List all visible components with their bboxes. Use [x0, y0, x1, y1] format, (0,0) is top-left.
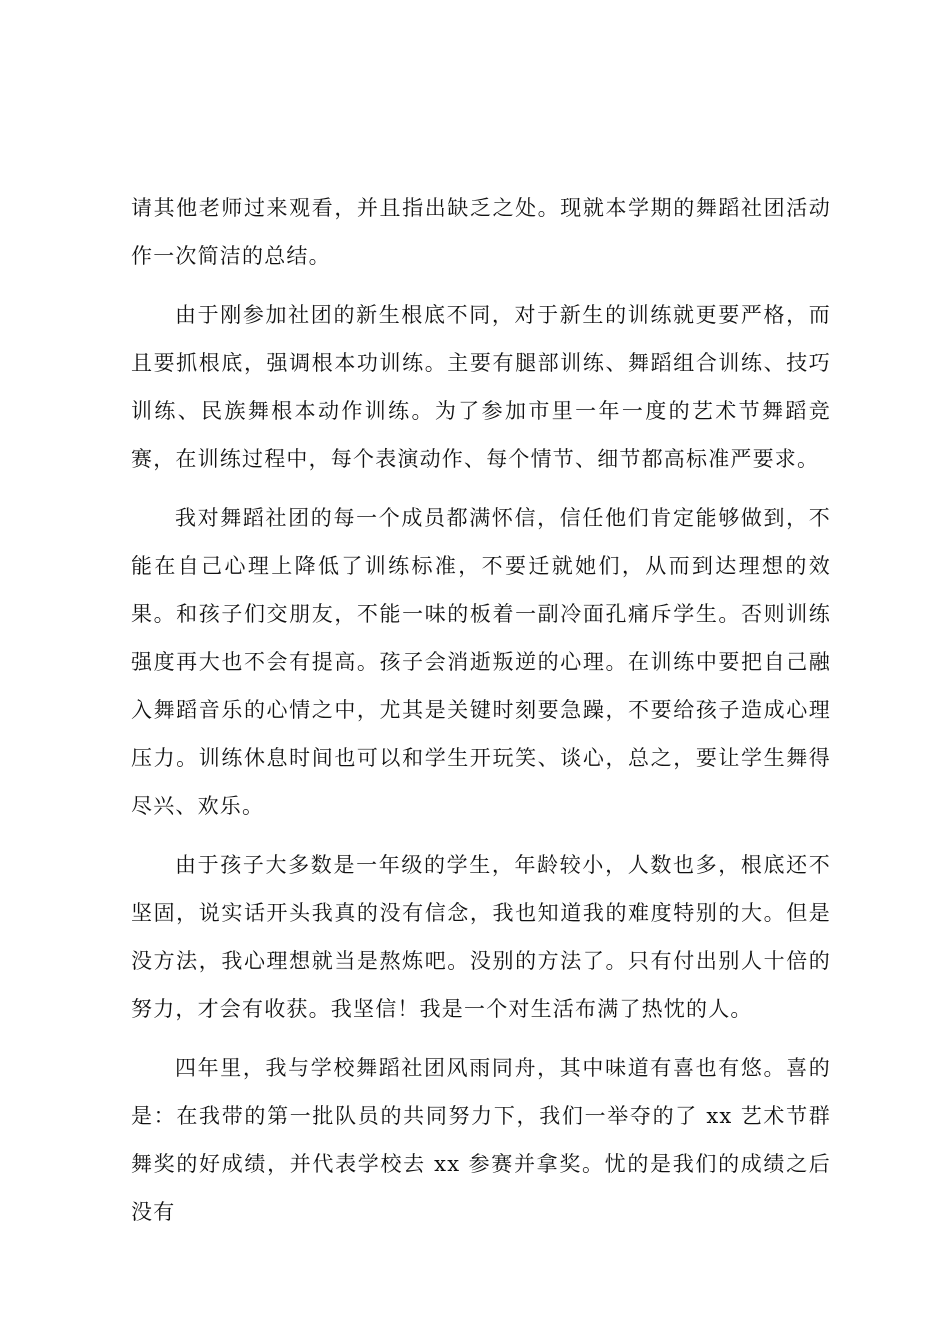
paragraph-5: 四年里，我与学校舞蹈社团风雨同舟，其中味道有喜也有悠。喜的是：在我带的第一批队员的共同努力下，我们一举夺的了 xx 艺术节群舞奖的好成绩，并代表学校去 xx 参赛并拿奖。忧的是我们的成绩之后没有 [131, 1056, 831, 1224]
paragraph-4: 由于孩子大多数是一年级的学生，年龄较小，人数也多，根底还不坚固，说实话开头我真的没有信念，我也知道我的难度特别的大。但是没方法，我心理想就当是熬炼吧。没别的方法了。只有付出别人十倍的努力，才会有收获。我坚信！我是一个对生活布满了热忱的人。 [131, 853, 831, 1021]
paragraph-1: 请其他老师过来观看，并且指出缺乏之处。现就本学期的舞蹈社团活动作一次简洁的总结。 [131, 196, 831, 268]
document-body [131, 184, 831, 1247]
paragraph-3: 我对舞蹈社团的每一个成员都满怀信，信任他们肯定能够做到，不能在自己心理上降低了训练标准，不要迁就她们，从而到达理想的效果。和孩子们交朋友，不能一味的板着一副冷面孔痛斥学生。否则训练强度再大也不会有提高。孩子会消逝叛逆的心理。在训练中要把自己融入舞蹈音乐的心情之中，尤其是关键时刻要急躁，不要给孩子造成心理压力。训练休息时间也可以和学生开玩笑、谈心，总之，要让学生舞得尽兴、欢乐。 [131, 506, 831, 818]
paragraph-2: 由于刚参加社团的新生根底不同，对于新生的训练就更要严格，而且要抓根底，强调根本功训练。主要有腿部训练、舞蹈组合训练、技巧训练、民族舞根本动作训练。为了参加市里一年一度的艺术节舞蹈竞赛，在训练过程中，每个表演动作、每个情节、细节都高标准严要求。 [131, 303, 831, 471]
